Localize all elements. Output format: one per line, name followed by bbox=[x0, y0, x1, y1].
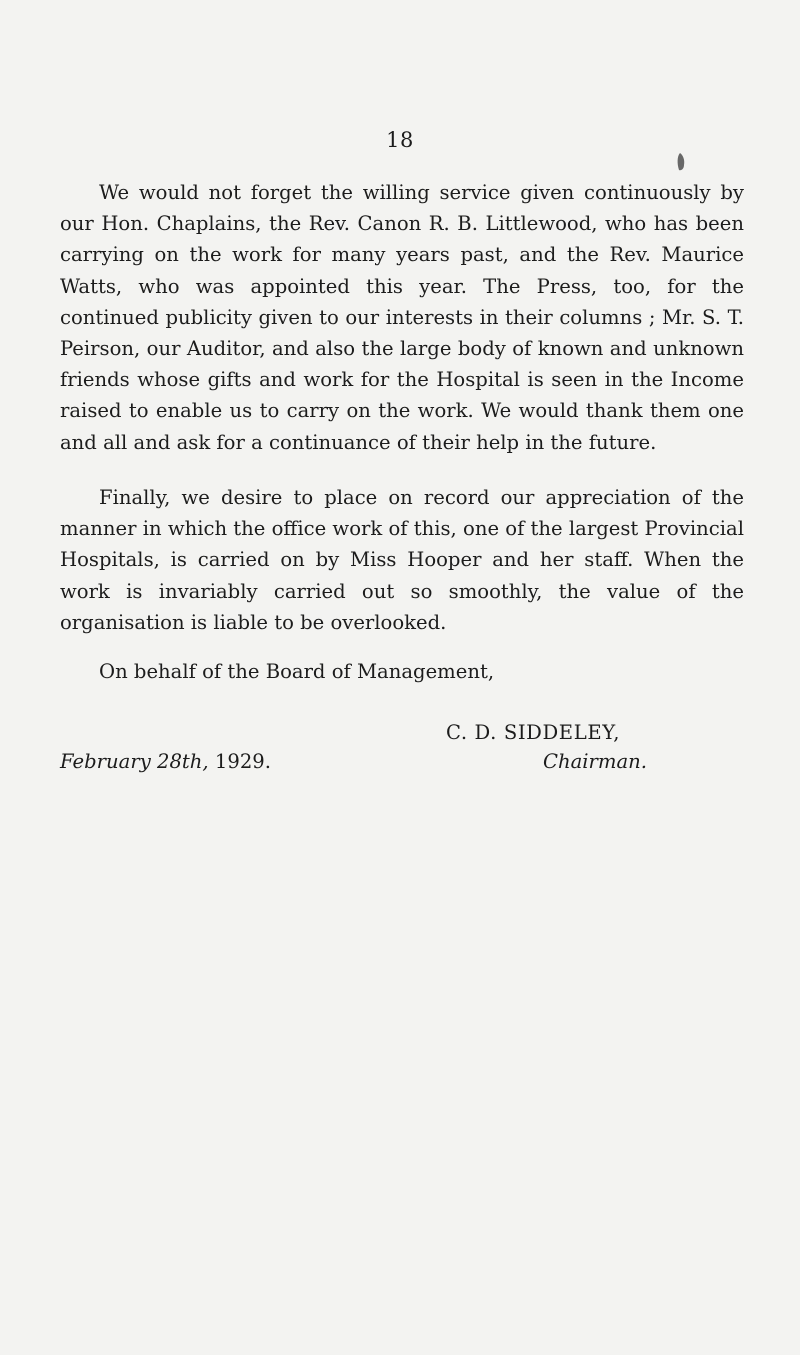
page-number: 18 bbox=[386, 128, 414, 152]
date-day: 28th, bbox=[157, 750, 209, 773]
signer-role: Chairman. bbox=[543, 750, 648, 773]
closing-line: On behalf of the Board of Management, bbox=[99, 660, 495, 683]
body-paragraph-office-work: Finally, we desire to place on record our appreciation of the manner in which the office work of this, one of the largest Provincial Hospitals, is carried on by Miss Hooper and her staff. When the work is invariably carried out so smoothly, the value of the organisation is liable to be overlooked. bbox=[60, 486, 744, 634]
signer-name: C. D. SIDDELEY, bbox=[446, 721, 621, 744]
date-year: 1929. bbox=[214, 750, 271, 773]
body-paragraph-acknowledgements: We would not forget the willing service given continuously by our Hon. Chaplains, the Rev. Canon R. B. Littlewood, who has been carrying on the work for many years past, and the Rev. Maurice Watts, who was appointed this year. The Press, too, for the continued publicity given to our interests in their columns ; Mr. S. T. Peirson, our Auditor, and also the large body of known and unknown friends whose gifts and work for the Hospital is seen in the Income raised to enable us to carry on the work. We would thank them one and all and ask for a continuance of their help in the future. bbox=[60, 181, 744, 454]
ink-blot-mark bbox=[676, 152, 686, 172]
signature-date bbox=[60, 746, 271, 777]
date-month: February bbox=[60, 750, 151, 773]
